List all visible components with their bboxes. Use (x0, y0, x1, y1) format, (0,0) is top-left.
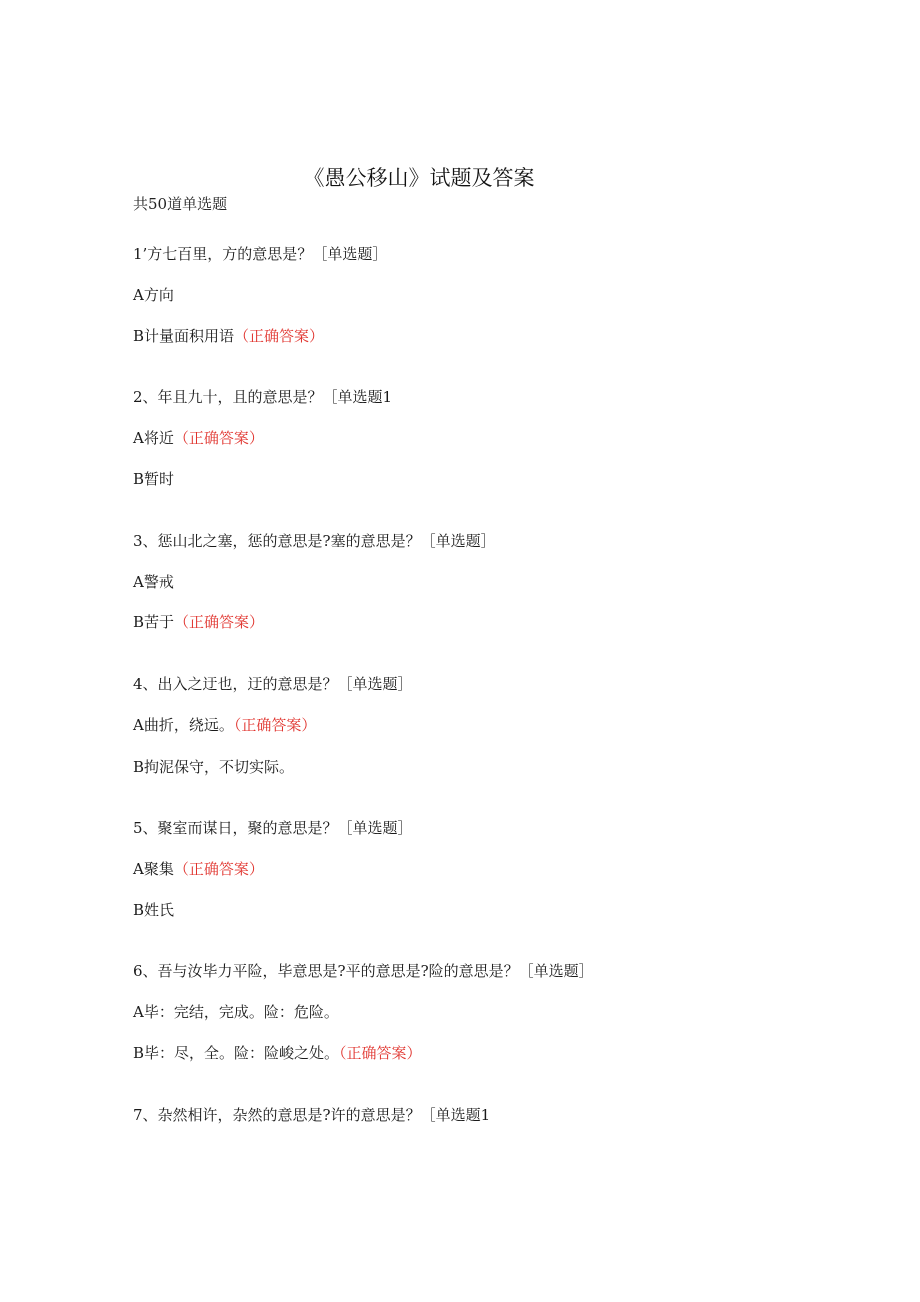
question-2-option-a (133, 427, 264, 449)
option-label: A毕：完结，完成。险：危险。 (133, 1003, 339, 1021)
correct-answer-mark: （正确答案） (173, 429, 264, 447)
option-label: A将近 (133, 429, 174, 447)
correct-answer-mark: （正确答案） (339, 1044, 422, 1062)
document-title: 《愚公移山》试题及答案 (303, 166, 535, 190)
question-5-option-a (133, 858, 264, 880)
option-label: B暂时 (133, 470, 175, 488)
question-3-option-a (133, 571, 174, 593)
question-2-option-b (133, 468, 174, 490)
question-5-option-b (133, 899, 174, 921)
question-6-option-b (133, 1042, 422, 1064)
option-label: A方向 (133, 286, 174, 304)
option-label: B拘泥保守，不切实际。 (133, 758, 295, 776)
option-label: A警戒 (133, 573, 174, 591)
question-1-stem: 1’方七百里，方的意思是？［单选题］ (133, 245, 388, 263)
option-label: A聚集 (133, 860, 174, 878)
correct-answer-mark: （正确答案） (234, 327, 325, 345)
correct-answer-mark: （正确答案） (174, 613, 265, 631)
correct-answer-mark: （正确答案） (173, 860, 264, 878)
question-6-stem: 6、吾与汝毕力平险，毕意思是?平的意思是?险的意思是？［单选题］ (133, 962, 594, 980)
option-label: B苦于 (133, 613, 175, 631)
question-3-option-b (133, 611, 264, 633)
question-4-stem: 4、出入之迂也，迂的意思是？［单选题］ (133, 675, 413, 693)
question-5-stem: 5、聚室而谋日，聚的意思是？［单选题］ (133, 819, 413, 837)
correct-answer-mark: （正确答案） (233, 716, 317, 734)
question-2-stem: 2、年且九十，且的意思是？［单选题1 (133, 388, 393, 406)
question-1-option-b (133, 325, 324, 347)
question-3-stem: 3、惩山北之塞，惩的意思是?塞的意思是？［单选题］ (133, 532, 496, 550)
question-4-option-a (133, 714, 316, 736)
question-1-option-a (133, 284, 174, 306)
question-4-option-b (133, 756, 294, 778)
question-6-option-a (133, 1001, 339, 1023)
question-7-stem: 7、杂然相许，杂然的意思是?许的意思是？［单选题1 (133, 1106, 491, 1124)
option-label: B毕：尽，全。险：险峻之处。 (133, 1044, 340, 1062)
option-label: A曲折，绕远。 (133, 716, 234, 734)
option-label: B计量面积用语 (133, 327, 235, 345)
question-count-subtitle: 共50道单选题 (133, 195, 228, 213)
option-label: B姓氏 (133, 901, 175, 919)
